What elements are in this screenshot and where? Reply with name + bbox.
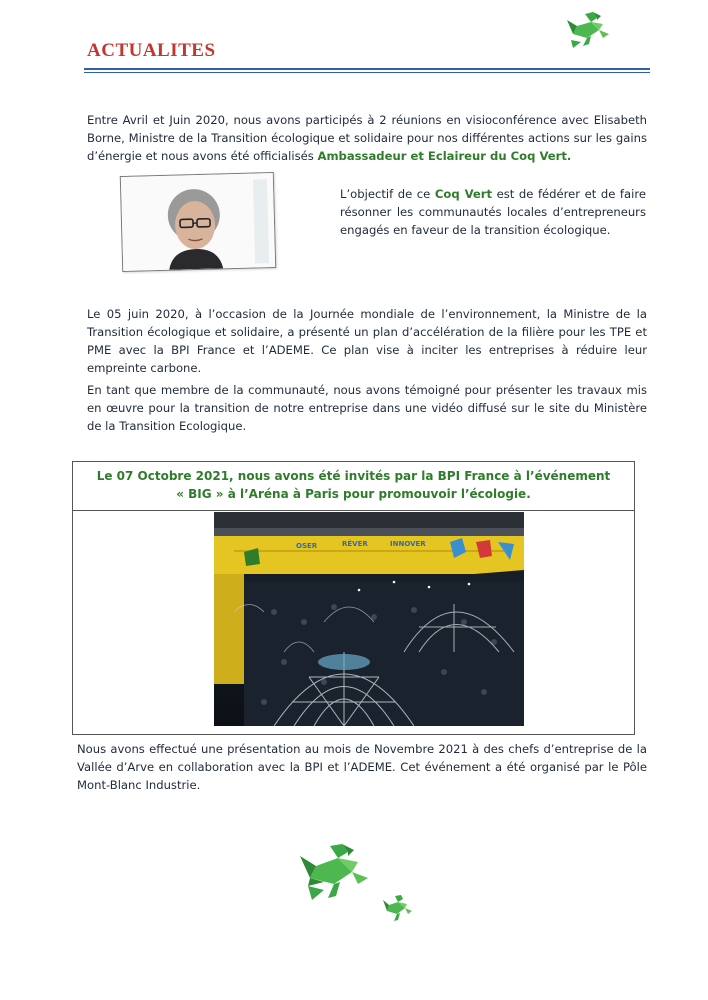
coq-vert-paragraph [340,185,646,239]
event-box [72,461,635,735]
coq-vert-highlight: Coq Vert [434,187,493,201]
presentation-paragraph: Nous avons effectué une présentation au mois de Novembre 2021 à des chefs d’entreprise de la Vallée d’Arve en collaboration avec la BPI et l’ADEME. Cet événement a été organisé par le Pôle Mont-Blanc Industrie. [77,742,647,792]
coq-vert-logo-icon [563,10,613,50]
title-rule-thin [84,72,650,73]
coq-vert-text-b: est de fédérer et de faire résonner les communautés locales d’entrepreneurs engagés en faveur de la transition écologique. [340,187,646,237]
event-heading-text: Le 07 Octobre 2021, nous avons été invités par la BPI France à l’événement « BIG » à l’Aréna à Paris pour promouvoir l’écologie. [96,469,611,501]
intro-text: Entre Avril et Juin 2020, nous avons participés à 2 réunions en visioconférence avec Elisabeth Borne, Ministre de la Transition écologique et solidaire pour nos différentes actions sur les gains d’énergie et nous avons été officialisés [87,113,647,163]
coq-vert-small-icon [381,894,413,924]
coq-vert-large-icon [296,842,372,904]
banner-word-1: OSER [296,542,318,550]
event-photo [214,512,524,726]
portrait-illustration [121,173,275,271]
portrait-photo [120,172,276,272]
ambassador-highlight: Ambassadeur et Eclaireur du Coq Vert. [317,149,572,163]
title-rule [84,68,650,70]
event-heading [73,462,634,511]
page-title: ACTUALITES [87,40,216,61]
plan-paragraph: Le 05 juin 2020, à l’occasion de la Journée mondiale de l’environnement, la Ministre de la Transition écologique et solidaire, a présenté un plan d’accélération de la filière pour les TPE et PME avec la BPI France et l’ADEME. Ce plan vise à inciter les entreprises à réduire leur empreinte carbone. [87,307,647,375]
banner-word-3: INNOVER [390,540,426,548]
coq-vert-text-a: L’objectif de ce [340,187,435,201]
banner-word-2: RÊVER [342,540,368,548]
community-paragraph: En tant que membre de la communauté, nous avons témoigné pour présenter les travaux mis en œuvre pour la transition de notre entreprise dans une vidéo diffusé sur le site du Ministère de la Transition Ecologique. [87,383,647,433]
intro-paragraph [87,111,647,165]
